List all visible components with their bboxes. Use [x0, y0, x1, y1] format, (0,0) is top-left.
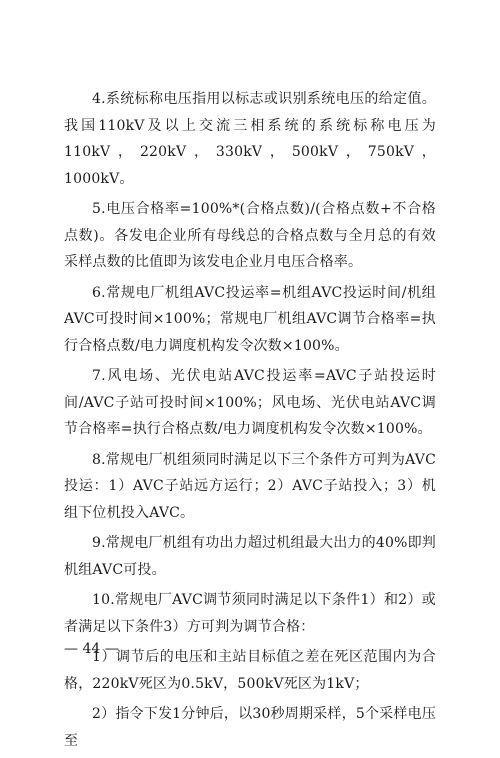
paragraph-7: 7.风电场、光伏电站AVC投运率=AVC子站投运时间/AVC子站可投时间×100%；风电场、光伏电站AVC调节合格率=执行合格点数/电力调度机构发令次数×100%。: [64, 368, 436, 437]
document-body: [64, 86, 436, 758]
paragraph-9: 9.常规电厂机组有功出力超过机组最大出力的40%即判机组AVC可投。: [64, 535, 436, 578]
paragraph-10-condition-2: 2）指令下发1分钟后，以30秒周期采样，5个采样电压至: [64, 706, 436, 749]
paragraph-10-condition-1: 1）调节后的电压和主站目标值之差在死区范围内为合格，220kV死区为0.5kV，500kV死区为1kV；: [64, 649, 436, 692]
page-number: — 44 —: [64, 641, 119, 657]
paragraph-5: 5.电压合格率=100%*(合格点数)/(合格点数+不合格点数)。各发电企业所有母线总的合格点数与全月总的有效采样点数的比值即为该发电企业月电压合格率。: [64, 201, 436, 270]
paragraph-6: 6.常规电厂机组AVC投运率=机组AVC投运时间/机组AVC可投时间×100%；常规电厂机组AVC调节合格率=执行合格点数/电力调度机构发令次数×100%。: [64, 284, 436, 354]
paragraph-4: 4.系统标称电压指用以标志或识别系统电压的给定值。我国110kV及以上交流三相系统的系统标称电压为110kV，220kV，330kV，500kV，750kV，1000kV。: [64, 91, 436, 187]
paragraph-10: 10.常规电厂AVC调节须同时满足以下条件1）和2）或者满足以下条件3）方可判为调节合格：: [64, 592, 436, 635]
paragraph-8: 8.常规电厂机组须同时满足以下三个条件方可判为AVC投运：1）AVC子站远方运行；2）AVC子站投入；3）机组下位机投入AVC。: [64, 451, 436, 521]
